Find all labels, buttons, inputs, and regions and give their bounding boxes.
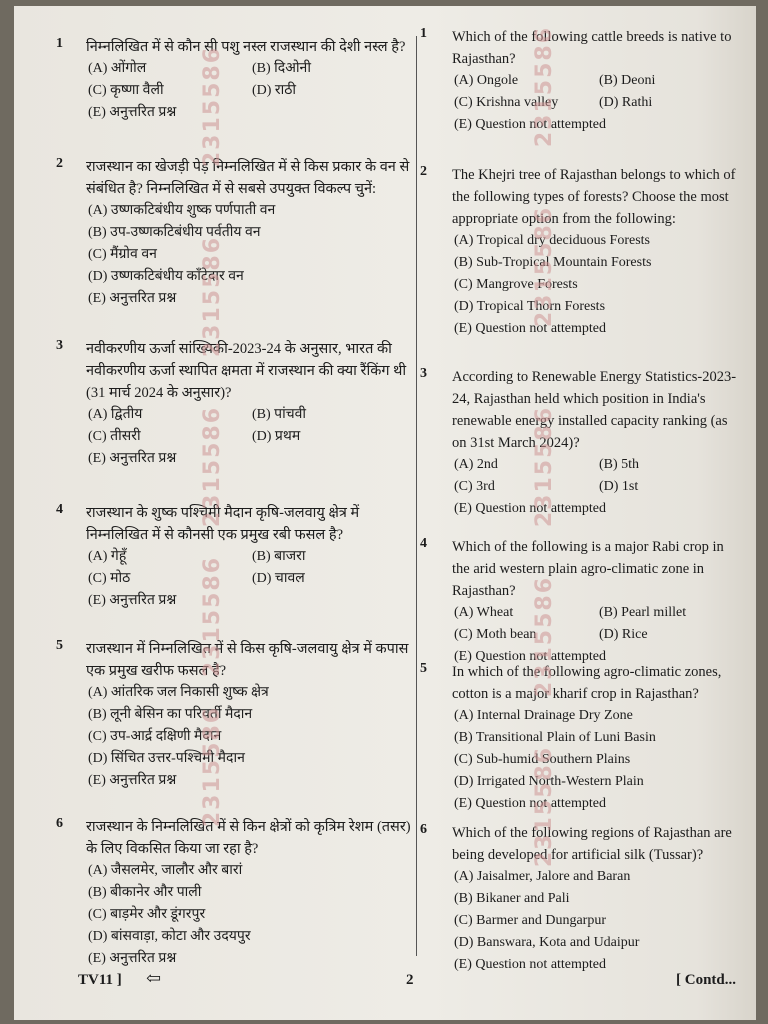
option-item: (B) पांचवी <box>252 407 307 422</box>
option-item: (D) सिंचित उत्तर-पश्चिमी मैदान <box>88 751 245 766</box>
option-item: (C) मोठ <box>88 571 131 586</box>
question-text: राजस्थान में निम्नलिखित में से किस कृषि-जलवायु क्षेत्र में कपास एक प्रमुख खरीफ फसल है? <box>86 641 409 679</box>
page-number: 2 <box>406 972 414 988</box>
question-text: राजस्थान के शुष्क पश्चिमी मैदान कृषि-जलवायु क्षेत्र में निम्नलिखित में से कौनसी एक प्रमुख रबी फसल है? <box>86 505 360 543</box>
option-item: (C) Krishna valley <box>454 95 559 110</box>
option-item: (A) उष्णकटिबंधीय शुष्क पर्णपाती वन <box>88 203 276 218</box>
option-item: (D) Rice <box>599 627 648 642</box>
option-item: (D) उष्णकटिबंधीय काँटेदार वन <box>88 269 244 284</box>
exam-page <box>14 6 756 1020</box>
question-text: निम्नलिखित में से कौन सी पशु नस्ल राजस्थान की देशी नस्ल है? <box>86 39 406 55</box>
option-item: (C) Moth bean <box>454 627 537 642</box>
option-item: (B) Sub-Tropical Mountain Forests <box>454 255 652 270</box>
option-list <box>454 230 744 340</box>
option-item: (D) प्रथम <box>252 429 301 444</box>
option-item: (E) Question not attempted <box>454 321 607 336</box>
question-text: Which of the following is a major Rabi crop in the arid western plain agro-climatic zone in Rajasthan? <box>452 539 724 599</box>
question-number: 2 <box>420 164 427 179</box>
question-number: 3 <box>56 338 63 353</box>
option-list <box>454 602 744 668</box>
watermark: 2315586 <box>532 746 557 868</box>
question-3 <box>56 338 416 470</box>
question-text: राजस्थान का खेजड़ी पेड़ निम्नलिखित में से किस प्रकार के वन से संबंधित है? निम्नलिखित में से सबसे उपयुक्त विकल्प चुनें: <box>86 159 410 197</box>
question-number: 6 <box>56 816 63 831</box>
question-2 <box>420 164 744 340</box>
option-item: (A) गेहूँ <box>88 549 127 564</box>
back-arrow-icon: ⇦ <box>146 968 162 988</box>
option-item: (E) अनुत्तरित प्रश्न <box>88 951 177 966</box>
option-list <box>454 70 744 136</box>
option-item: (B) Transitional Plain of Luni Basin <box>454 730 656 745</box>
question-text: राजस्थान के निम्नलिखित में से किन क्षेत्रों को कृत्रिम रेशम (तसर) के लिए विकसित किया जा रहा है? <box>86 819 411 857</box>
option-item: (A) Ongole <box>454 73 519 88</box>
column-divider <box>416 36 417 956</box>
option-item: (E) Question not attempted <box>454 501 607 516</box>
question-5 <box>420 661 744 815</box>
question-text: नवीकरणीय ऊर्जा सांख्यिकी-2023-24 के अनुसार, भारत की नवीकरणीय ऊर्जा स्थापित क्षमता में राजस्थान की क्या रैंकिंग थी (31 मार्च 2024 के अनुसार)? <box>86 341 407 401</box>
watermark: 2315586 <box>532 406 557 528</box>
option-item: (E) अनुत्तरित प्रश्न <box>88 291 177 306</box>
option-item: (E) Question not attempted <box>454 957 607 972</box>
option-item: (A) Tropical dry deciduous Forests <box>454 233 650 248</box>
question-5 <box>56 638 416 792</box>
option-item: (C) मैंग्रोव वन <box>88 247 157 262</box>
watermark: 2315586 <box>200 706 225 828</box>
question-3 <box>420 366 744 520</box>
question-text: According to Renewable Energy Statistics-2023-24, Rajasthan held which position in India's renewable energy installed capacity ranking (as on 31st March 2024)? <box>452 369 737 451</box>
option-item: (D) Irrigated North-Western Plain <box>454 774 644 789</box>
option-item: (A) द्वितीय <box>88 407 143 422</box>
option-item: (D) Rathi <box>599 95 653 110</box>
option-item: (E) Question not attempted <box>454 649 607 664</box>
option-list <box>88 200 416 310</box>
question-text: In which of the following agro-climatic zones, cotton is a major kharif crop in Rajasthan? <box>452 664 722 702</box>
question-number: 2 <box>56 156 63 171</box>
question-number: 4 <box>56 502 63 517</box>
option-item: (D) Banswara, Kota and Udaipur <box>454 935 640 950</box>
watermark: 2315586 <box>532 206 557 328</box>
option-item: (E) अनुत्तरित प्रश्न <box>88 451 177 466</box>
option-item: (C) बाड़मेर और डूंगरपुर <box>88 907 206 922</box>
option-item: (A) Wheat <box>454 605 514 620</box>
option-item: (A) 2nd <box>454 457 498 472</box>
option-item: (C) तीसरी <box>88 429 141 444</box>
option-item: (B) Bikaner and Pali <box>454 891 570 906</box>
watermark: 2315586 <box>532 576 557 698</box>
option-item: (C) Sub-humid Southern Plains <box>454 752 631 767</box>
watermark: 2315586 <box>532 26 557 148</box>
option-item: (C) कृष्णा वैली <box>88 83 164 98</box>
watermark: 2315586 <box>200 236 225 358</box>
question-4 <box>56 502 416 612</box>
question-1 <box>420 26 744 136</box>
option-item: (B) Deoni <box>599 73 656 88</box>
question-number: 3 <box>420 366 427 381</box>
watermark: 2315586 <box>200 406 225 528</box>
option-item: (B) उप-उष्णकटिबंधीय पर्वतीय वन <box>88 225 261 240</box>
paper-code: TV11 ] <box>78 972 122 988</box>
question-2 <box>56 156 416 310</box>
question-text: Which of the following regions of Rajasthan are being developed for artificial silk (Tussar)? <box>452 825 732 863</box>
option-item: (B) बीकानेर और पाली <box>88 885 202 900</box>
question-number: 1 <box>420 26 427 41</box>
question-number: 5 <box>56 638 63 653</box>
option-list <box>88 860 416 970</box>
option-item: (B) लूनी बेसिन का परिवर्ती मैदान <box>88 707 253 722</box>
question-number: 4 <box>420 536 427 551</box>
option-item: (E) Question not attempted <box>454 796 607 811</box>
option-item: (C) उप-आर्द्र दक्षिणी मैदान <box>88 729 222 744</box>
option-item: (A) Internal Drainage Dry Zone <box>454 708 633 723</box>
question-number: 6 <box>420 822 427 837</box>
option-list <box>88 546 416 612</box>
option-item: (A) ओंगोल <box>88 61 147 76</box>
option-item: (C) 3rd <box>454 479 495 494</box>
watermark: 2315586 <box>200 46 225 168</box>
option-item: (A) आंतरिक जल निकासी शुष्क क्षेत्र <box>88 685 269 700</box>
option-list <box>454 705 744 815</box>
question-6 <box>420 822 744 976</box>
option-item: (D) राठी <box>252 83 297 98</box>
question-4 <box>420 536 744 668</box>
continued-label: [ Contd... <box>676 972 737 988</box>
option-item: (C) Mangrove Forests <box>454 277 578 292</box>
option-item: (E) अनुत्तरित प्रश्न <box>88 105 177 120</box>
question-text: The Khejri tree of Rajasthan belongs to which of the following types of forests? Choose the most appropriate option from the following: <box>452 167 736 227</box>
option-item: (C) Barmer and Dungarpur <box>454 913 607 928</box>
option-item: (B) दिओनी <box>252 61 311 76</box>
option-item: (B) बाजरा <box>252 549 306 564</box>
option-item: (D) बांसवाड़ा, कोटा और उदयपुर <box>88 929 251 944</box>
option-list <box>454 866 744 976</box>
question-6 <box>56 816 416 970</box>
option-item: (E) अनुत्तरित प्रश्न <box>88 593 177 608</box>
option-list <box>454 454 744 520</box>
question-number: 1 <box>56 36 63 51</box>
option-list <box>88 58 416 124</box>
option-item: (E) Question not attempted <box>454 117 607 132</box>
option-item: (E) अनुत्तरित प्रश्न <box>88 773 177 788</box>
option-item: (B) 5th <box>599 457 640 472</box>
question-text: Which of the following cattle breeds is native to Rajasthan? <box>452 29 732 67</box>
option-item: (D) Tropical Thorn Forests <box>454 299 606 314</box>
option-item: (A) Jaisalmer, Jalore and Baran <box>454 869 631 884</box>
option-item: (D) 1st <box>599 479 639 494</box>
option-list <box>88 682 416 792</box>
question-1 <box>56 36 416 124</box>
option-list <box>88 404 416 470</box>
option-item: (D) चावल <box>252 571 305 586</box>
watermark: 2315586 <box>200 556 225 678</box>
option-item: (B) Pearl millet <box>599 605 687 620</box>
option-item: (A) जैसलमेर, जालौर और बारां <box>88 863 243 878</box>
question-number: 5 <box>420 661 427 676</box>
